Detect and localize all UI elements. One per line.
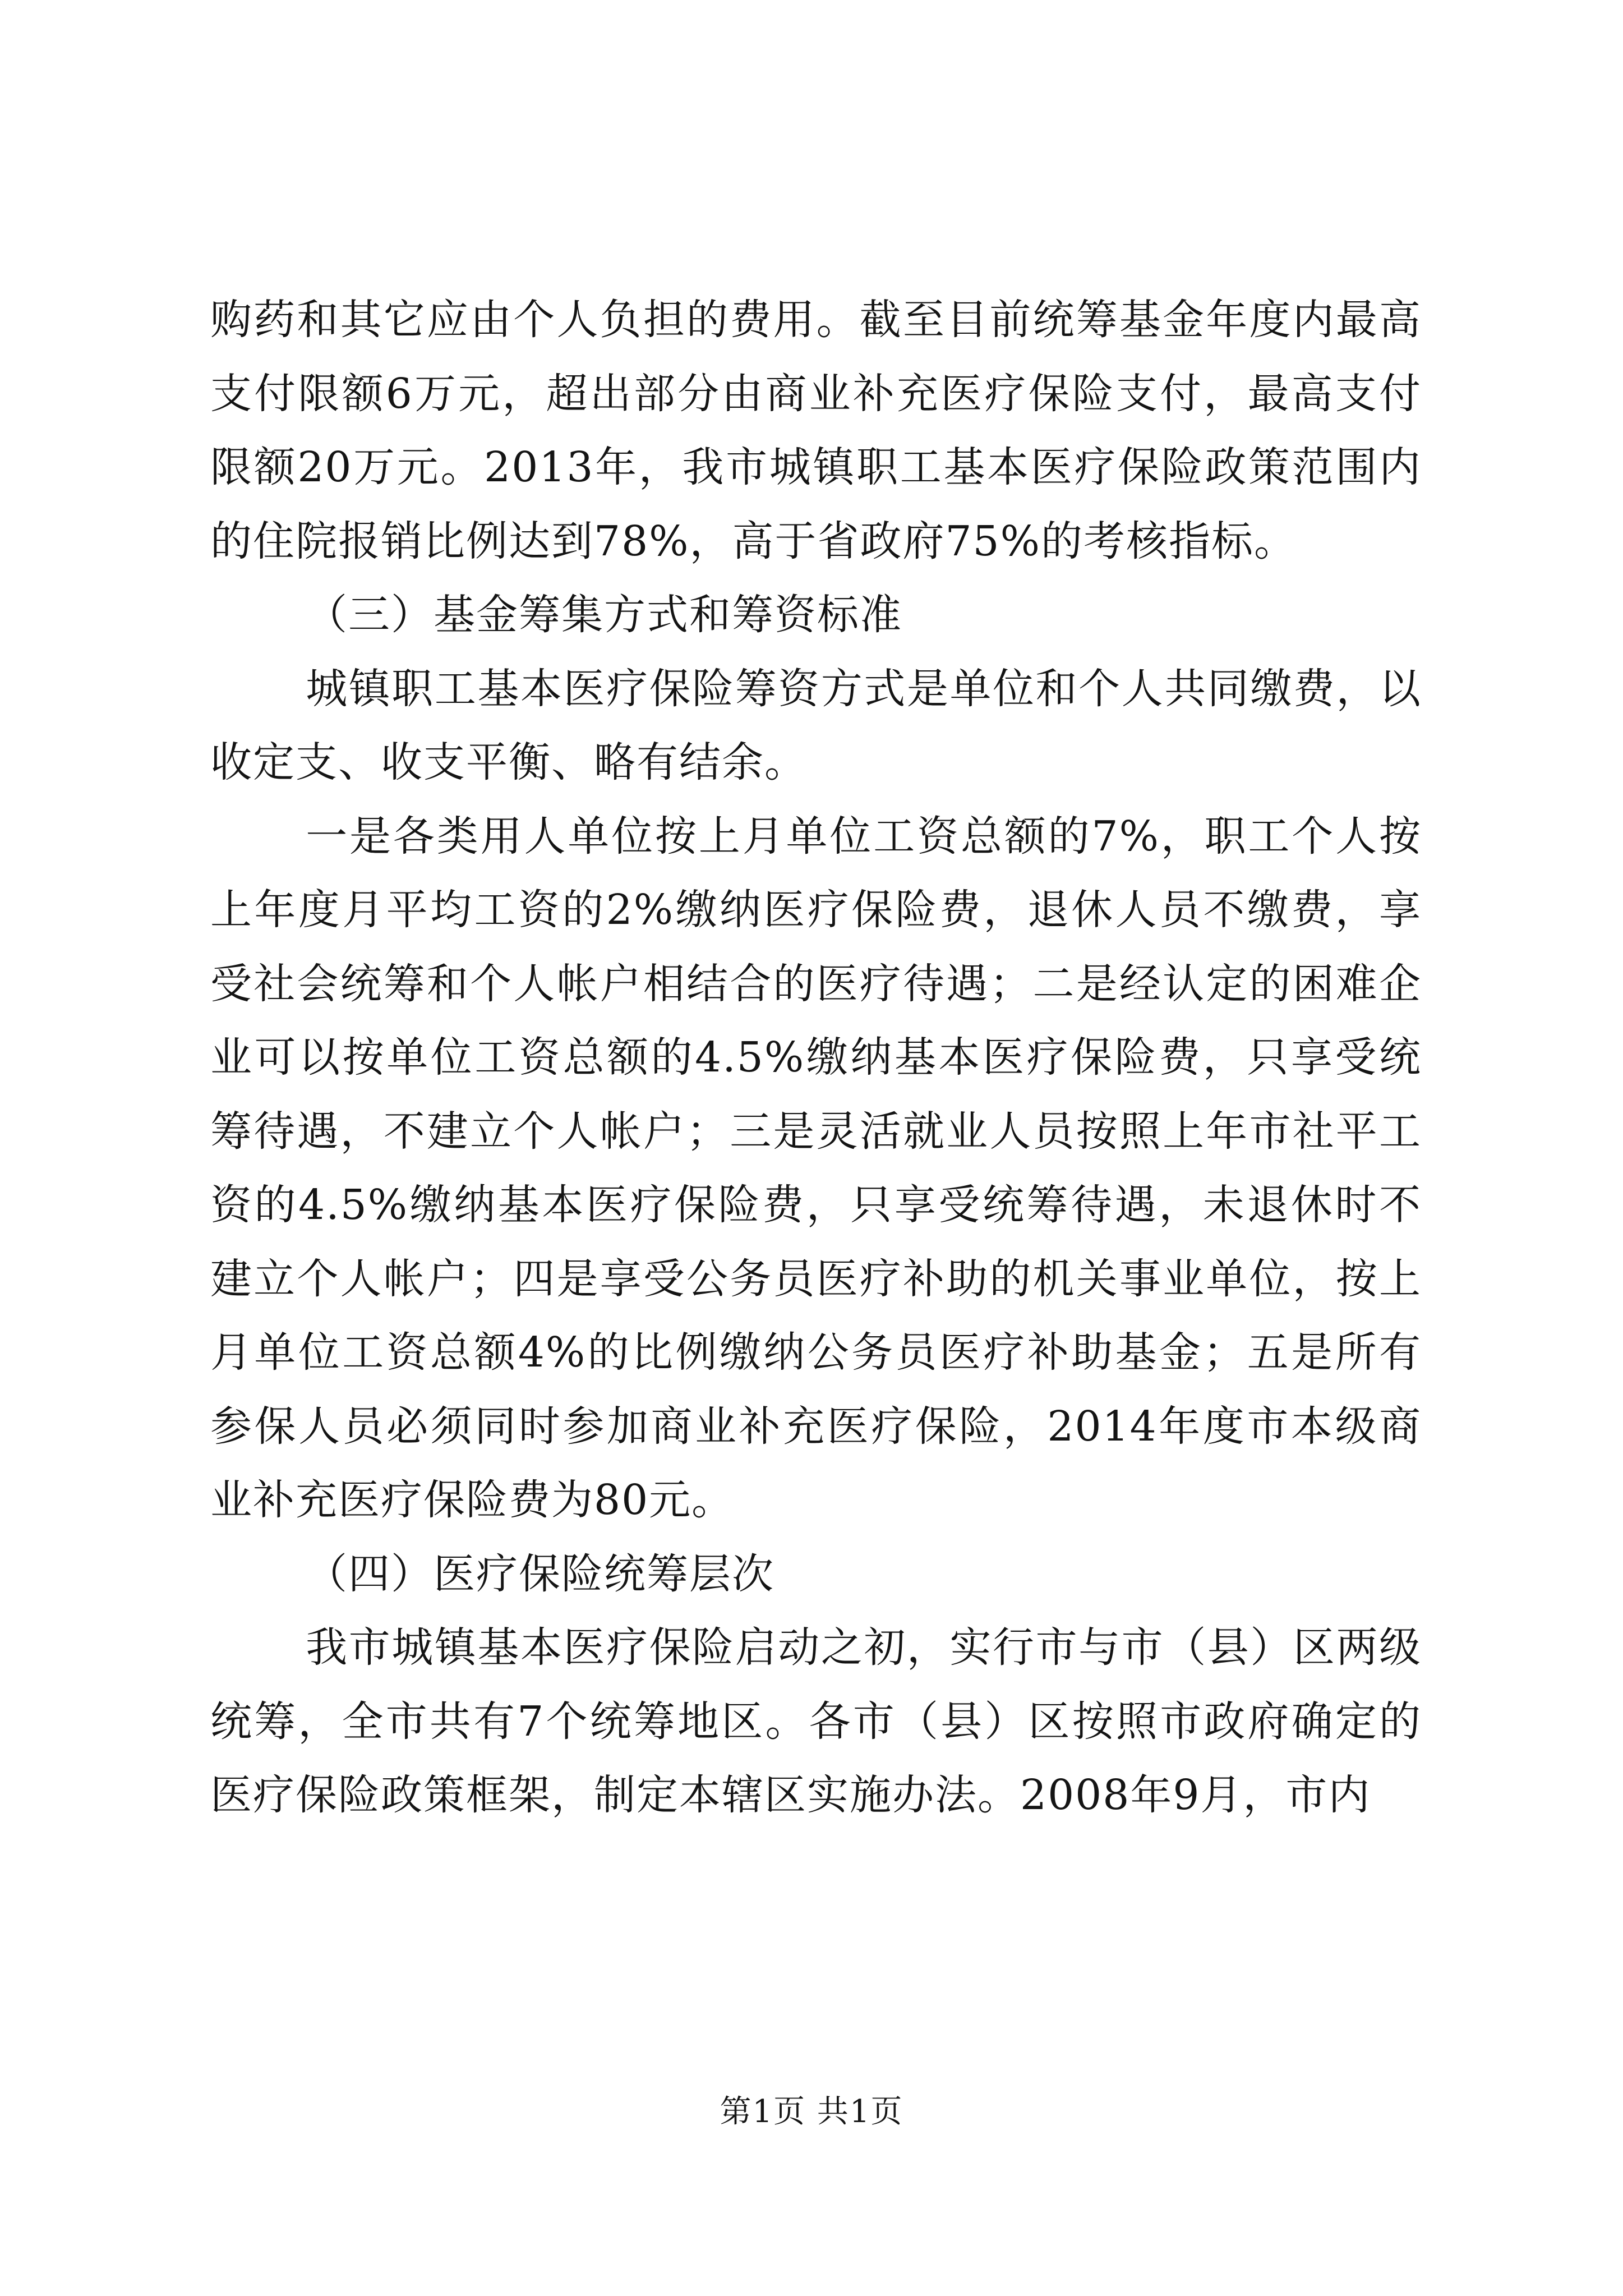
paragraph-funding-method: 城镇职工基本医疗保险筹资方式是单位和个人共同缴费，以收定支、收支平衡、略有结余。: [210, 664, 1422, 786]
page-number-footer: 第1页 共1页: [720, 2093, 903, 2130]
document-body: [210, 283, 1422, 1833]
paragraph-fee-limits: 购药和其它应由个人负担的费用。截至目前统筹基金年度内最高支付限额6万元，超出部分由商业补充医疗保险支付，最高支付限额20万元。2013年，我市城镇职工基本医疗保险政策范围内的住院报销比例达到78%，高于省政府75%的考核指标。: [210, 296, 1422, 565]
paragraph-pooling-history: 我市城镇基本医疗保险启动之初，实行市与市（县）区两级统筹，全市共有7个统筹地区。各市（县）区按照市政府确定的医疗保险政策框架，制定本辖区实施办法。2008年9月，市内: [210, 1623, 1422, 1819]
paragraph-contribution-rates: 一是各类用人单位按上月单位工资总额的7%，职工个人按上年度月平均工资的2%缴纳医疗保险费，退休人员不缴费，享受社会统筹和个人帐户相结合的医疗待遇；二是经认定的困难企业可以按单位工资总额的4.5%缴纳基本医疗保险费，只享受统筹待遇，不建立个人帐户；三是灵活就业人员按照上年市社平工资的4.5%缴纳基本医疗保险费，只享受统筹待遇，未退休时不建立个人帐户；四是享受公务员医疗补助的机关事业单位，按上月单位工资总额4%的比例缴纳公务员医疗补助基金；五是所有参保人员必须同时参加商业补充医疗保险，2014年度市本级商业补充医疗保险费为80元。: [210, 812, 1422, 1524]
section-heading-pooling-level: （四）医疗保险统筹层次: [306, 1549, 774, 1598]
section-heading-fund-raising: （三）基金筹集方式和筹资标准: [306, 591, 902, 639]
